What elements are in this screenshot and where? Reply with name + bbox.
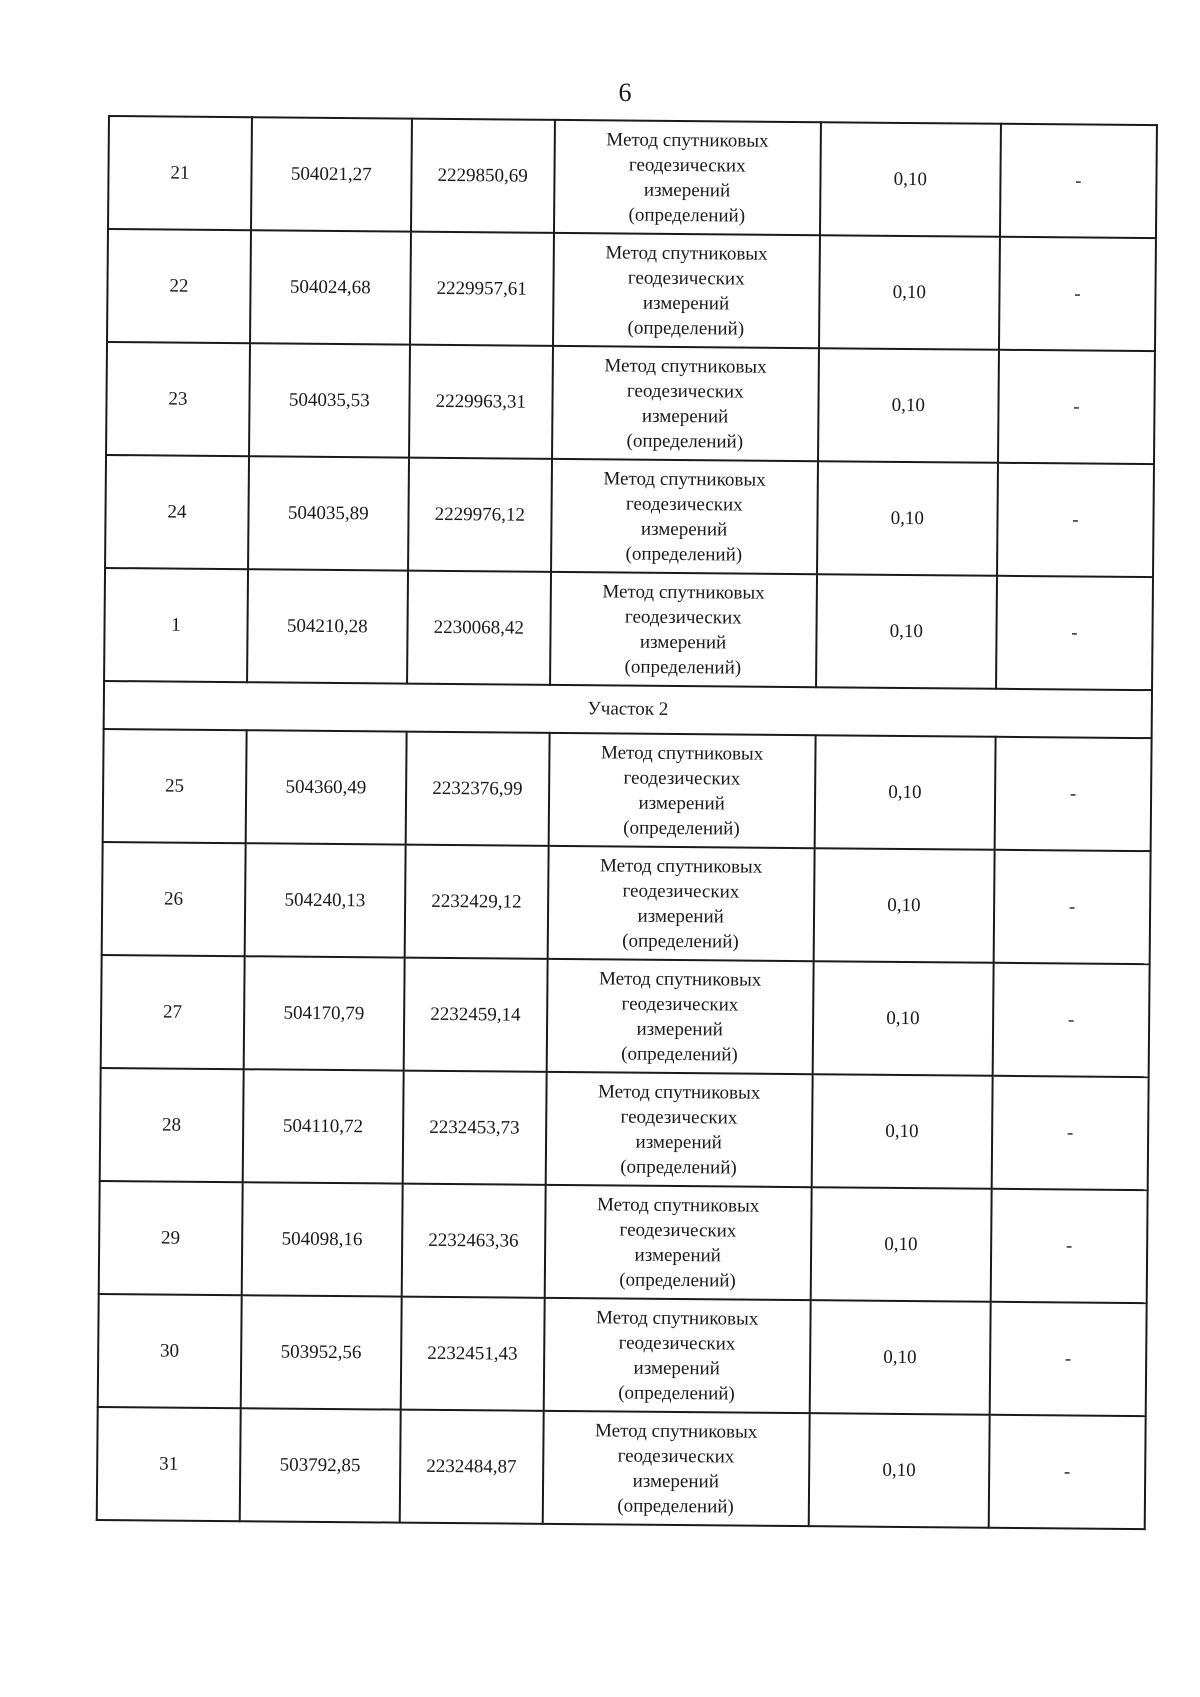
method-line: геодезических bbox=[626, 380, 744, 403]
method-line: измерений bbox=[634, 1244, 721, 1266]
method-line: Метод спутниковых bbox=[602, 580, 765, 604]
method-line: геодезических bbox=[618, 1332, 736, 1355]
method-line: геодезических bbox=[622, 880, 740, 903]
method-cell bbox=[552, 346, 819, 461]
accuracy-cell: 0,10 bbox=[810, 1187, 991, 1302]
extra-cell: - bbox=[997, 463, 1154, 577]
point-number-cell: 26 bbox=[102, 842, 246, 956]
method-line: измерений bbox=[637, 905, 724, 927]
table-row bbox=[108, 116, 1157, 238]
method-line: (определений) bbox=[621, 1043, 738, 1066]
accuracy-cell: 0,10 bbox=[813, 848, 994, 963]
method-line: (определений) bbox=[627, 317, 745, 340]
section-title: Участок 2 bbox=[104, 681, 1152, 738]
method-line: геодезических bbox=[625, 493, 743, 516]
x-coordinate-cell: 504024,68 bbox=[250, 230, 411, 344]
method-line: измерений bbox=[640, 518, 728, 540]
method-line: измерений bbox=[632, 1470, 720, 1492]
y-coordinate-cell: 2232376,99 bbox=[405, 732, 549, 846]
accuracy-cell: 0,10 bbox=[808, 1413, 989, 1528]
table-row bbox=[103, 729, 1152, 851]
method-line: (определений) bbox=[620, 1156, 737, 1179]
method-line: Метод спутниковых bbox=[598, 967, 762, 991]
x-coordinate-cell: 504210,28 bbox=[247, 569, 408, 683]
method-cell bbox=[543, 1298, 810, 1413]
method-line: Метод спутниковых bbox=[606, 128, 769, 152]
accuracy-cell: 0,10 bbox=[814, 735, 995, 850]
extra-cell: - bbox=[994, 737, 1151, 851]
point-number-cell: 25 bbox=[103, 729, 247, 843]
table-row bbox=[98, 1294, 1147, 1416]
method-line: измерений bbox=[636, 1018, 723, 1040]
method-line: измерений bbox=[642, 292, 730, 314]
method-line: измерений bbox=[641, 405, 729, 427]
extra-cell: - bbox=[998, 350, 1155, 464]
method-line: Метод спутниковых bbox=[596, 1193, 760, 1217]
x-coordinate-cell: 504035,89 bbox=[248, 456, 409, 570]
point-number-cell: 24 bbox=[105, 455, 249, 569]
point-number-cell: 22 bbox=[107, 229, 251, 343]
y-coordinate-cell: 2229957,61 bbox=[410, 232, 554, 346]
method-line: Метод спутниковых bbox=[600, 741, 764, 765]
point-number-cell: 28 bbox=[100, 1068, 244, 1182]
accuracy-cell: 0,10 bbox=[811, 1074, 992, 1189]
point-number-cell: 21 bbox=[108, 116, 252, 230]
method-cell bbox=[545, 1072, 812, 1187]
method-line: измерений bbox=[643, 179, 731, 201]
x-coordinate-cell: 504170,79 bbox=[243, 956, 404, 1070]
point-number-cell: 29 bbox=[99, 1181, 243, 1295]
method-cell bbox=[554, 120, 821, 235]
y-coordinate-cell: 2230068,42 bbox=[407, 571, 551, 685]
coordinates-table bbox=[96, 115, 1158, 1530]
extra-cell: - bbox=[999, 237, 1156, 351]
x-coordinate-cell: 504360,49 bbox=[245, 730, 406, 844]
method-cell bbox=[546, 959, 813, 1074]
method-line: Метод спутниковых bbox=[599, 854, 763, 878]
y-coordinate-cell: 2229963,31 bbox=[409, 345, 553, 459]
method-cell bbox=[553, 233, 820, 348]
x-coordinate-cell: 503792,85 bbox=[240, 1408, 401, 1522]
page-number: 6 bbox=[618, 78, 632, 107]
point-number-cell: 30 bbox=[98, 1294, 242, 1408]
method-line: геодезических bbox=[628, 154, 746, 177]
method-line: Метод спутниковых bbox=[597, 1080, 761, 1104]
method-line: (определений) bbox=[618, 1382, 735, 1405]
extra-cell: - bbox=[990, 1302, 1147, 1416]
table-row bbox=[100, 1068, 1149, 1190]
point-number-cell: 27 bbox=[101, 955, 245, 1069]
point-number-cell: 1 bbox=[104, 568, 248, 682]
table-row bbox=[106, 342, 1155, 464]
accuracy-cell: 0,10 bbox=[809, 1300, 990, 1415]
method-cell bbox=[550, 572, 817, 687]
method-cell bbox=[551, 459, 818, 574]
method-line: Метод спутниковых bbox=[594, 1419, 758, 1443]
x-coordinate-cell: 504110,72 bbox=[242, 1069, 403, 1183]
y-coordinate-cell: 2232451,43 bbox=[401, 1297, 545, 1411]
method-line: (определений) bbox=[625, 543, 743, 566]
method-line: (определений) bbox=[628, 204, 746, 227]
x-coordinate-cell: 504035,53 bbox=[249, 343, 410, 457]
extra-cell: - bbox=[991, 1189, 1148, 1303]
table-row bbox=[104, 568, 1153, 690]
method-cell bbox=[548, 733, 815, 848]
method-line: геодезических bbox=[627, 267, 745, 290]
x-coordinate-cell: 504240,13 bbox=[244, 843, 405, 957]
point-number-cell: 23 bbox=[106, 342, 250, 456]
y-coordinate-cell: 2229976,12 bbox=[408, 458, 552, 572]
method-line: измерений bbox=[633, 1357, 721, 1379]
method-line: (определений) bbox=[624, 656, 742, 679]
x-coordinate-cell: 504021,27 bbox=[251, 117, 412, 231]
method-line: Метод спутниковых bbox=[595, 1306, 759, 1330]
extra-cell: - bbox=[989, 1415, 1146, 1529]
method-line: измерений bbox=[639, 631, 727, 653]
table-row bbox=[101, 955, 1150, 1077]
method-cell bbox=[547, 846, 814, 961]
y-coordinate-cell: 2232459,14 bbox=[404, 958, 548, 1072]
table-row bbox=[99, 1181, 1148, 1303]
extra-cell: - bbox=[992, 1076, 1149, 1190]
method-line: Метод спутниковых bbox=[603, 467, 766, 491]
x-coordinate-cell: 504098,16 bbox=[242, 1182, 403, 1296]
y-coordinate-cell: 2232453,73 bbox=[403, 1071, 547, 1185]
table-row bbox=[97, 1407, 1146, 1529]
accuracy-cell: 0,10 bbox=[816, 574, 997, 689]
method-line: геодезических bbox=[621, 993, 739, 1016]
accuracy-cell: 0,10 bbox=[818, 348, 999, 463]
method-line: (определений) bbox=[622, 930, 739, 953]
method-line: измерений bbox=[638, 792, 725, 814]
point-number-cell: 31 bbox=[97, 1407, 241, 1521]
accuracy-cell: 0,10 bbox=[812, 961, 993, 1076]
accuracy-cell: 0,10 bbox=[819, 235, 1000, 350]
method-line: (определений) bbox=[626, 430, 744, 453]
coordinates-table-body bbox=[97, 116, 1157, 1529]
table-row bbox=[105, 455, 1154, 577]
y-coordinate-cell: 2232463,36 bbox=[402, 1184, 546, 1298]
accuracy-cell: 0,10 bbox=[817, 461, 998, 576]
method-line: (определений) bbox=[623, 817, 740, 840]
method-line: Метод спутниковых bbox=[605, 241, 768, 265]
method-line: измерений bbox=[635, 1131, 722, 1153]
extra-cell: - bbox=[994, 850, 1151, 964]
method-cell bbox=[542, 1411, 809, 1526]
method-line: (определений) bbox=[617, 1494, 734, 1518]
y-coordinate-cell: 2229850,69 bbox=[411, 119, 555, 233]
extra-cell: - bbox=[993, 963, 1150, 1077]
x-coordinate-cell: 503952,56 bbox=[241, 1295, 402, 1409]
method-line: геодезических bbox=[619, 1219, 737, 1242]
extra-cell: - bbox=[996, 576, 1153, 690]
y-coordinate-cell: 2232484,87 bbox=[400, 1410, 544, 1524]
method-line: (определений) bbox=[619, 1269, 736, 1292]
extra-cell: - bbox=[1000, 124, 1157, 238]
method-line: геодезических bbox=[617, 1444, 735, 1468]
method-line: геодезических bbox=[624, 606, 742, 629]
method-cell bbox=[544, 1185, 811, 1300]
accuracy-cell: 0,10 bbox=[820, 122, 1001, 237]
table-row bbox=[102, 842, 1151, 964]
method-line: геодезических bbox=[620, 1106, 738, 1129]
y-coordinate-cell: 2232429,12 bbox=[405, 845, 549, 959]
method-line: Метод спутниковых bbox=[604, 354, 767, 378]
method-line: геодезических bbox=[623, 767, 741, 790]
table-row bbox=[107, 229, 1156, 351]
